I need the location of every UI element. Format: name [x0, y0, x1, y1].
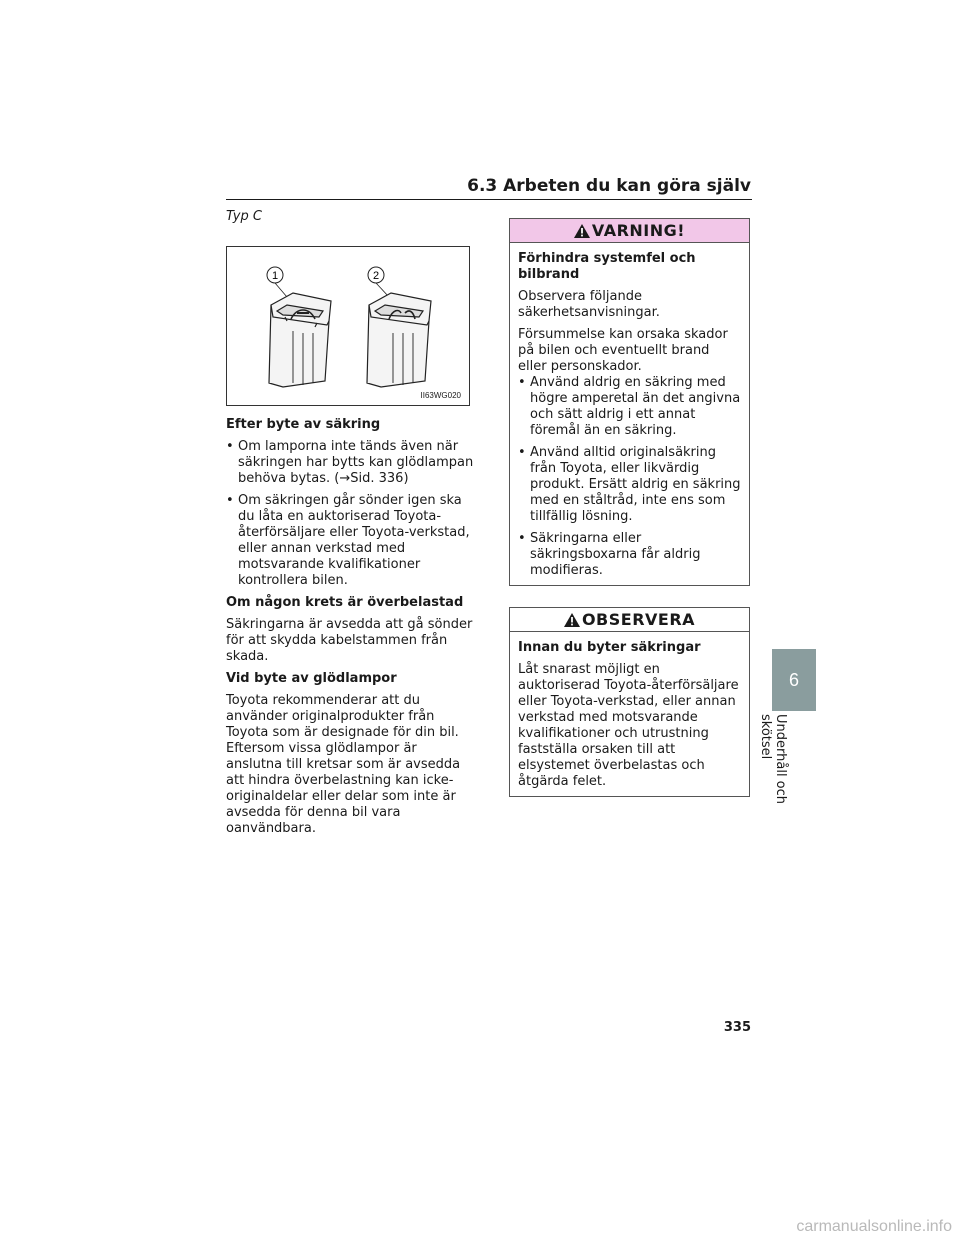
notice-header [510, 608, 749, 632]
after-replace-heading: Efter byte av säkring [226, 417, 381, 432]
warning-header [510, 219, 749, 243]
left-column [226, 209, 474, 843]
list-item: • Använd aldrig en säkring med högre amperetal än det angivna och sätt aldrig i ett annat föremål än en säkring. [518, 375, 741, 439]
overload-text: Säkringarna är avsedda att gå sönder för att skydda kabelstammen från skada. [226, 617, 473, 664]
warning-list [518, 375, 741, 579]
notice-title: OBSERVERA [581, 610, 696, 629]
notice-body [510, 632, 749, 796]
bulb-text: Toyota rekommenderar att du använder originalprodukter från Toyota som är designade för din bil. Eftersom vissa glödlampor är anslutna till kretsar som är avsedda att hindra överbelastning kan icke-originaldelar eller delar som inte är avsedda för denna bil vara oanvändbara. [226, 693, 461, 836]
list-item: • Säkringarna eller säkringsboxarna får aldrig modifieras. [518, 531, 741, 579]
warning-para-2: Försummelse kan orsaka skador på bilen och eventuellt brand eller personskador. [518, 327, 728, 374]
page-number: 335 [723, 1020, 751, 1035]
chapter-label-text: Underhåll och skötsel [758, 714, 788, 805]
right-column [509, 218, 750, 797]
section-title: 6.3 Arbeten du kan göra själv [467, 176, 751, 196]
caution-icon [564, 613, 580, 627]
chapter-tab [772, 649, 816, 711]
fuse-figure [226, 246, 470, 406]
notice-text: Låt snarast möjligt en auktoriserad Toyota-återförsäljare eller Toyota-verkstad, eller annan verkstad med motsvarande kvalifikationer och utrustning fastställa orsaken till att elsystemet överbelastas och åtgärda felet. [518, 662, 739, 789]
warning-title: VARNING! [591, 221, 686, 240]
fuse-illustration [227, 247, 469, 405]
notice-box [509, 607, 750, 797]
callout-2: 2 [372, 270, 380, 282]
warning-heading: Förhindra systemfel och bilbrand [518, 251, 696, 282]
chapter-number: 6 [788, 669, 799, 690]
figure-code: II63WG020 [420, 391, 461, 400]
fuse-good [269, 293, 331, 387]
list-item: • Använd alltid originalsäkring från Toyota, eller likvärdig produkt. Ersätt aldrig en säkring med en ståltråd, inte ens som tillfällig lösning. [518, 445, 741, 525]
notice-heading: Innan du byter säkringar [518, 640, 701, 655]
fuse-blown [367, 293, 431, 387]
warning-triangle-icon [574, 224, 590, 238]
list-item: • Om säkringen går sönder igen ska du låta en auktoriserad Toyota-återförsäljare eller Toyota-verkstad, eller annan verkstad med motsvarande kvalifikationer kontrollera bilen. [226, 493, 474, 589]
header-rule [226, 199, 752, 200]
warning-box [509, 218, 750, 586]
list-item: • Om lamporna inte tänds även när säkringen har bytts kan glödlampan behöva bytas. (→Sid. 336) [226, 439, 474, 487]
watermark: carmanualsonline.info [796, 1218, 952, 1235]
type-label: Typ C [226, 209, 262, 224]
overload-heading: Om någon krets är överbelastad [226, 595, 464, 610]
after-replace-list [226, 439, 474, 589]
callout-1: 1 [271, 270, 279, 282]
warning-body [510, 243, 749, 585]
chapter-label [758, 714, 788, 850]
warning-para-1: Observera följande säkerhetsanvisningar. [518, 289, 660, 320]
bulb-heading: Vid byte av glödlampor [226, 671, 397, 686]
